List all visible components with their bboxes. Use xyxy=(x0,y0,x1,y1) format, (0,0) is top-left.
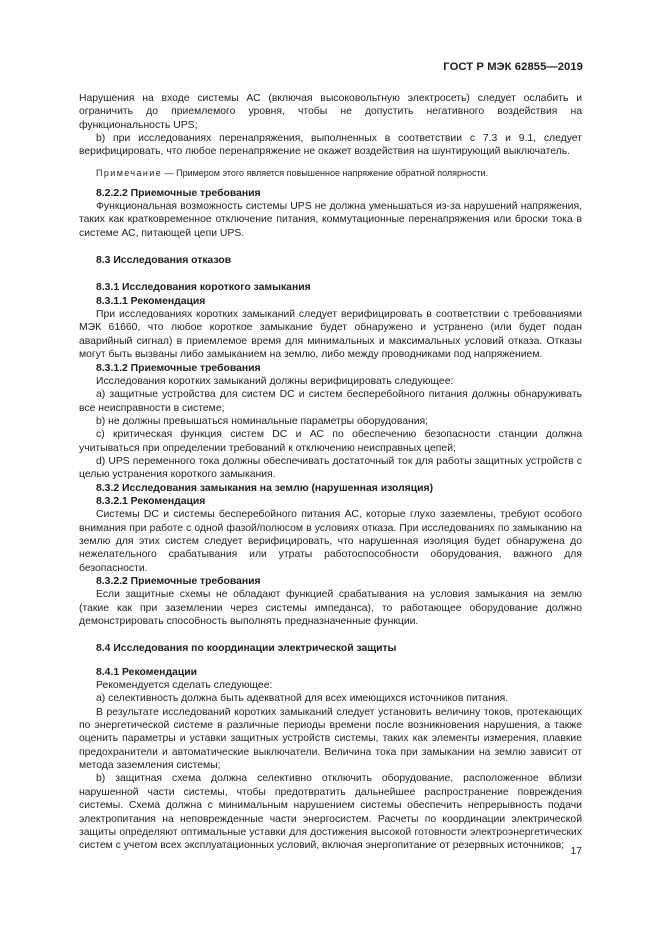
section-heading: 8.3.1.2 Приемочные требования xyxy=(96,362,261,374)
section-heading: 8.3.1.1 Рекомендация xyxy=(96,295,206,307)
paragraph: Нарушения на входе системы АС (включая высоковольтную электросеть) следует ослабить и ограничить до приемлемого уровня, чтобы не допустить негативного воздействия на функциональность UPS; xyxy=(79,93,582,131)
paragraph: При исследованиях коротких замыканий следует верифицировать в соответствии с требованиями МЭК 61660, что любое короткое замыкание будет обнаружено и устранено (или будет подан аварийный сигнал) в приемлемое время для минимальных и максимальных условий отказа. Отказы могут быть вызваны либо замыканием на землю, либо между проводниками под напряжением. xyxy=(79,309,582,361)
paragraph: Рекомендуется сделать следующее: xyxy=(96,680,273,692)
document-body xyxy=(79,92,582,853)
section-heading: 8.4 Исследования по координации электрической защиты xyxy=(96,643,397,655)
list-item: d) UPS переменного тока должны обеспечивать достаточный ток для работы защитных устройств с целью устранения короткого замыкания. xyxy=(79,455,582,481)
paragraph: b) при исследованиях перенапряжения, выполненных в соответствии с 7.3 и 9.1, следует верифицировать, что любое перенапряжение не окажет воздействия на шунтирующий выключатель. xyxy=(79,133,582,158)
list-item: а) селективность должна быть адекватной для всех имеющихся источников питания. xyxy=(96,693,509,705)
list-item: b) защитная схема должна селективно отключить оборудование, расположенное вблизи нарушенной части системы, чтобы предотвратить дальнейшее распространение повреждения системы. Схема должна с минимальным нарушением системы обеспечить непрерывность подачи электропитания на неповрежденные части энергосистем. Расчеты по координации электрической защиты определяют оптимальные уставки для достижения высокой готовности электроэнергетических систем с учетом всех эксплуатационных условий, включая энергопитание от резервных источников; xyxy=(79,773,582,852)
list-item: a) защитные устройства для систем DC и систем бесперебойного питания должны обнаруживать все неисправности в системе; xyxy=(79,389,582,414)
paragraph: Если защитные схемы не обладают функцией срабатывания на условия замыкания на землю (такие как при заземлении через системы импеданса), то работающее оборудование должно демонстрировать способность выполнять предназначенные функции. xyxy=(79,589,582,628)
note-text: — Примером этого является повышенное напряжение обратной полярности. xyxy=(162,167,489,178)
section-heading: 8.3.2.1 Рекомендация xyxy=(96,495,206,507)
note xyxy=(79,167,582,179)
list-item: c) критическая функция систем DC и АС по обеспечению безопасности станции должна учитываться при определении требований к отключению неисправных цепей; xyxy=(79,429,582,454)
section-heading: 8.2.2.2 Приемочные требования xyxy=(96,187,261,199)
list-item: b) не должны превышаться номинальные параметры оборудования; xyxy=(96,415,429,427)
section-heading: 8.3.1 Исследования короткого замыкания xyxy=(96,282,311,294)
section-heading: 8.3 Исследования отказов xyxy=(96,255,232,267)
page-number: 17 xyxy=(570,846,582,857)
paragraph: Функциональная возможность системы UPS не должна уменьшаться из-за нарушений напряжения, таких как кратковременное отключение питания, коммутационные перенапряжения или броски тока в системе АС, питающей цепи UPS. xyxy=(79,201,582,239)
paragraph: Исследования коротких замыканий должны верифицировать следующее: xyxy=(96,375,454,387)
note-label: Примечание xyxy=(96,167,163,178)
section-heading: 8.3.2 Исследования замыкания на землю (нарушенная изоляция) xyxy=(96,482,434,494)
section-heading: 8.4.1 Рекомендации xyxy=(96,666,197,678)
paragraph: Системы DC и системы бесперебойного питания АС, которые глухо заземлены, требуют особого внимания при работе с одной фазой/полюсом в условиях отказа. При исследованиях по замыканию на землю для этих систем следует верифицировать, что нарушенная изоляция будет обнаружена до нежелательного срабатывания или утраты работоспособности оборудования, важного для безопасности. xyxy=(79,509,582,574)
section-heading: 8.3.2.2 Приемочные требования xyxy=(96,576,261,587)
standard-header: ГОСТ Р МЭК 62855—2019 xyxy=(443,61,583,73)
paragraph: В результате исследований коротких замыканий следует установить величину токов, протекающих по энергетической системе в различные периоды времени после возникновения нарушения, а также оценить параметры и уставки защитных устройств системы, таких как элементы измерения, плавкие предохранители и автоматические выключатели. Величина тока при замыкании на землю зависит от метода заземления системы; xyxy=(79,706,582,772)
